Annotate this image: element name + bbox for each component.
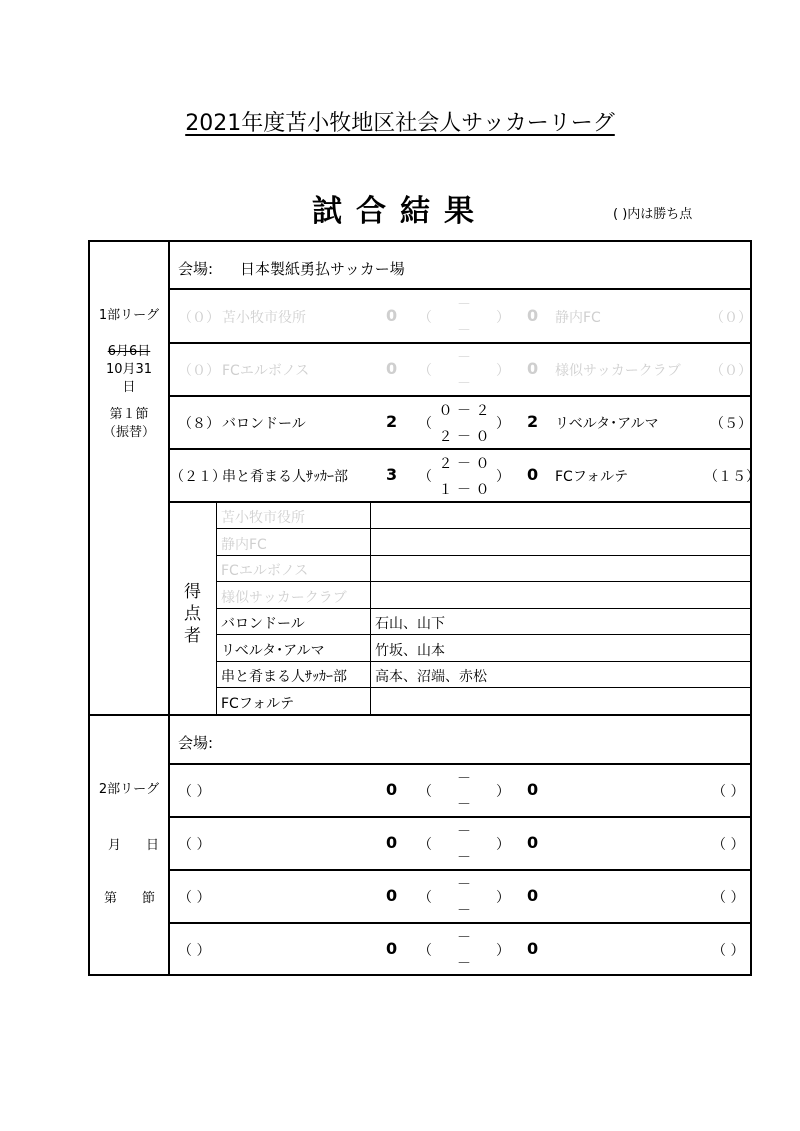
- away-points: （０）: [710, 363, 752, 379]
- home-points: （８）: [178, 416, 220, 432]
- home-score: 0: [386, 939, 398, 958]
- home-score: 0: [386, 833, 398, 852]
- scorer-players: 竹坂、山本: [375, 643, 445, 659]
- day-label: 日: [146, 838, 160, 853]
- original-date: 6月6日: [107, 344, 151, 359]
- home-score: 0: [386, 780, 398, 799]
- row-divider: [168, 342, 752, 344]
- home-points: （２１）: [170, 469, 226, 485]
- scorers-row-line: [216, 687, 752, 688]
- scorer-team: FCフォルテ: [221, 696, 295, 712]
- away-points: （ ）: [712, 943, 745, 959]
- second-half-score: １ － ０: [438, 482, 490, 498]
- second-half-score: －: [457, 376, 471, 392]
- bracket-open: （: [418, 837, 432, 853]
- first-half-score: ２ － ０: [438, 456, 490, 472]
- home-points: （０）: [178, 310, 220, 326]
- scorers-row-line: [216, 555, 752, 556]
- row-divider: [168, 448, 752, 450]
- first-half-score: －: [457, 877, 471, 893]
- home-score: 3: [386, 465, 398, 484]
- second-half-score: －: [457, 797, 471, 813]
- scorer-team: 串と肴まる人ｻｯｶｰ部: [221, 669, 347, 685]
- row-divider: [168, 501, 752, 503]
- first-half-score: －: [457, 297, 471, 313]
- home-score: 0: [386, 306, 398, 325]
- row-divider: [168, 922, 752, 924]
- away-points: （１５）: [704, 469, 760, 485]
- home-score: 0: [386, 886, 398, 905]
- league-label-2: 2部リーグ: [98, 782, 160, 797]
- home-points: （ ）: [178, 943, 211, 959]
- second-half-score: －: [457, 323, 471, 339]
- scorer-players: 高本、沼端、赤松: [375, 669, 487, 685]
- bracket-close: ）: [496, 784, 510, 800]
- row-divider: [168, 869, 752, 871]
- scorers-label-2: 点: [184, 604, 201, 624]
- bracket-close: ）: [496, 943, 510, 959]
- scorer-team: 苫小牧市役所: [221, 510, 305, 526]
- bracket-open: （: [418, 363, 432, 379]
- away-team: 静内FC: [555, 310, 601, 326]
- away-score: 0: [527, 780, 539, 799]
- row-divider: [168, 288, 752, 290]
- home-team: 串と肴まる人ｻｯｶｰ部: [222, 469, 348, 485]
- second-half-score: －: [457, 956, 471, 972]
- scorers-row-line: [216, 661, 752, 662]
- bracket-open: （: [418, 943, 432, 959]
- new-date-suffix: 日: [122, 380, 136, 395]
- home-points: （ ）: [178, 837, 211, 853]
- bracket-open: （: [418, 310, 432, 326]
- venue-label: 会場:: [178, 260, 214, 278]
- first-half-score: －: [457, 350, 471, 366]
- row-divider: [168, 763, 752, 765]
- first-half-score: ０ － ２: [438, 403, 490, 419]
- away-team: 様似サッカークラブ: [555, 363, 681, 379]
- scorer-team: リベルタ･アルマ: [221, 643, 325, 659]
- bracket-open: （: [418, 416, 432, 432]
- row-divider: [168, 816, 752, 818]
- first-half-score: －: [457, 930, 471, 946]
- first-half-score: －: [457, 771, 471, 787]
- away-team: FCフォルテ: [555, 469, 629, 485]
- second-half-score: －: [457, 903, 471, 919]
- away-score: 0: [527, 833, 539, 852]
- scorer-team: バロンドール: [221, 616, 305, 632]
- away-points: （５）: [710, 416, 752, 432]
- section-divider: [88, 714, 752, 716]
- round-label-a: 第: [104, 891, 118, 906]
- home-points: （ ）: [178, 890, 211, 906]
- away-points: （ ）: [712, 890, 745, 906]
- scorer-team: 静内FC: [221, 537, 267, 553]
- round-label: 第１節: [109, 407, 149, 422]
- venue-label-2: 会場:: [178, 734, 214, 752]
- away-points: （０）: [710, 310, 752, 326]
- away-score: 0: [527, 306, 539, 325]
- second-half-score: ２ － ０: [438, 429, 490, 445]
- bracket-close: ）: [496, 890, 510, 906]
- first-half-score: －: [457, 824, 471, 840]
- new-date: 10月31: [105, 362, 153, 377]
- scorers-row-line: [216, 608, 752, 609]
- scorer-team: 様似サッカークラブ: [221, 590, 347, 606]
- bracket-close: ）: [496, 363, 510, 379]
- home-score: 2: [386, 412, 398, 431]
- bracket-close: ）: [496, 416, 510, 432]
- rescheduled-label: （振替）: [102, 425, 155, 440]
- scorers-label-3: 者: [184, 626, 201, 646]
- home-team: 苫小牧市役所: [222, 310, 306, 326]
- scorers-row-line: [216, 528, 752, 529]
- away-score: 2: [527, 412, 539, 431]
- away-points: （ ）: [712, 784, 745, 800]
- away-score: 0: [527, 359, 539, 378]
- row-divider: [168, 395, 752, 397]
- scorers-row-line: [216, 634, 752, 635]
- bracket-open: （: [418, 784, 432, 800]
- month-label: 月: [108, 838, 122, 853]
- scorer-team: FCエルボノス: [221, 563, 309, 579]
- home-points: （０）: [178, 363, 220, 379]
- away-score: 0: [527, 465, 539, 484]
- round-label-b: 節: [142, 891, 156, 906]
- home-score: 0: [386, 359, 398, 378]
- bracket-open: （: [418, 890, 432, 906]
- bracket-close: ）: [496, 837, 510, 853]
- scorer-players: 石山、山下: [375, 616, 445, 632]
- points-note: ( )内は勝ち点: [613, 207, 693, 222]
- away-score: 0: [527, 886, 539, 905]
- scorers-row-line: [216, 581, 752, 582]
- home-team: バロンドール: [222, 416, 306, 432]
- league-label: 1部リーグ: [98, 308, 160, 323]
- away-team: リベルタ･アルマ: [555, 416, 659, 432]
- home-team: FCエルボノス: [222, 363, 310, 379]
- document-title: 2021年度苫小牧地区社会人サッカーリーグ: [185, 111, 615, 136]
- home-points: （ ）: [178, 784, 211, 800]
- bracket-close: ）: [496, 310, 510, 326]
- document-subtitle: 試合結果: [312, 194, 488, 229]
- away-score: 0: [527, 939, 539, 958]
- scorers-label-1: 得: [184, 582, 201, 602]
- venue-name: 日本製紙勇払サッカー場: [240, 260, 405, 278]
- bracket-open: （: [418, 469, 432, 485]
- bracket-close: ）: [496, 469, 510, 485]
- away-points: （ ）: [712, 837, 745, 853]
- second-half-score: －: [457, 850, 471, 866]
